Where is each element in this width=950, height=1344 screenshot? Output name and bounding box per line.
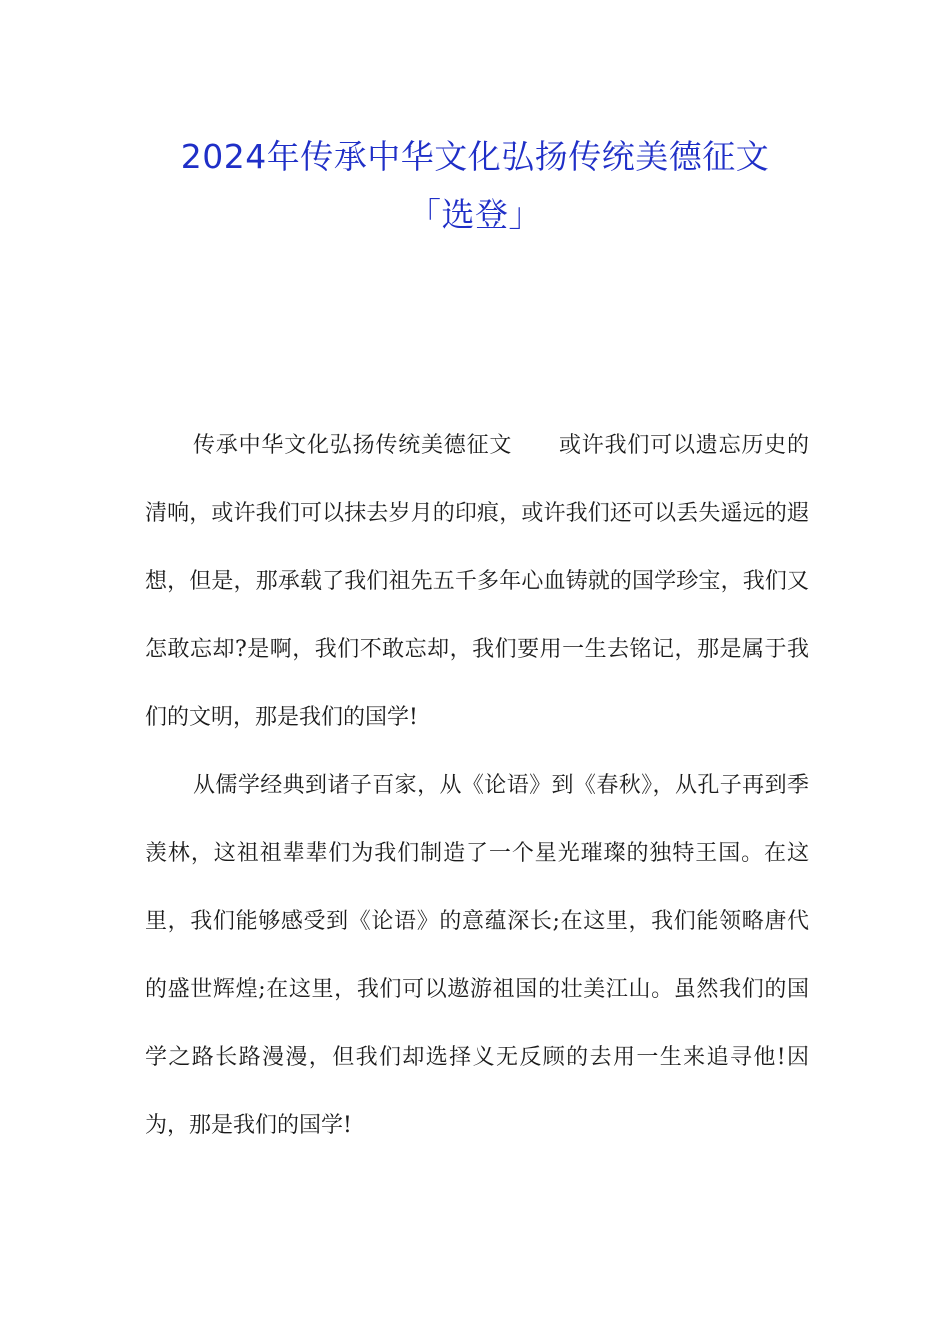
document-body: [145, 412, 809, 1160]
paragraph-1: [145, 412, 809, 752]
title-block: [0, 128, 950, 244]
paragraph-1-text: 或许我们可以遗忘历史的清响，或许我们可以抹去岁月的印痕，或许我们还可以丢失遥远的遐想，但是，那承载了我们祖先五千多年心血铸就的国学珍宝，我们又怎敢忘却?是啊，我们不敢忘却，我们要用一生去铭记，那是属于我们的文明，那是我们的国学!: [145, 433, 809, 730]
document-title: 2024年传承中华文化弘扬传统美德征文: [180, 137, 770, 176]
paragraph-2: 从儒学经典到诸子百家，从《论语》到《春秋》，从孔子再到季羡林，这祖祖辈辈们为我们制造了一个星光璀璨的独特王国。在这里，我们能够感受到《论语》的意蕴深长;在这里，我们能领略唐代的盛世辉煌;在这里，我们可以遨游祖国的壮美江山。虽然我们的国学之路长路漫漫，但我们却选择义无反顾的去用一生来追寻他!因为，那是我们的国学!: [145, 773, 809, 1138]
document-subtitle: 「选登」: [408, 195, 542, 234]
lead-heading: 传承中华文化弘扬传统美德征文: [193, 433, 513, 458]
